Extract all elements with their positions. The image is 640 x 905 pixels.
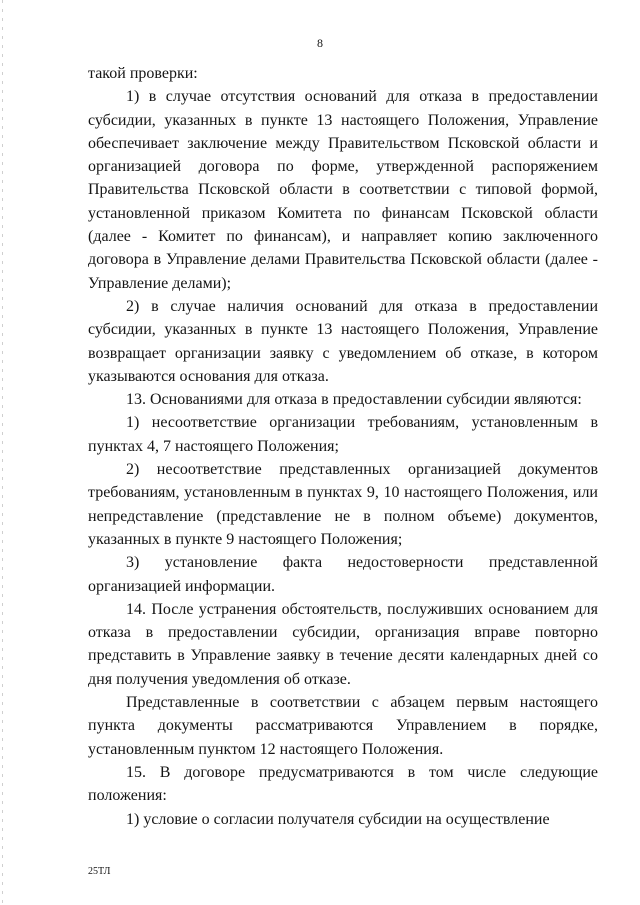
paragraph-14-second: Представленные в соответствии с абзацем первым настоящего пункта документы рассматриваются Управлением в порядке, установленным пунктом 12 настоящего Положения. (88, 694, 598, 758)
paragraph-13-item-3: 3) установление факта недостоверности представленной организацией информации. (88, 554, 598, 595)
paragraph-section-15: 15. В договоре предусматриваются в том числе следующие положения: (88, 763, 598, 805)
paragraph-13-item-2: 2) несоответствие представленных организацией документов требованиям, установленным в пунктах 9, 10 настоящего Положения, или непредставление (представление не в полном объеме) документов, указанных в пункте 9 настоящего Положения; (88, 461, 598, 548)
document-body (88, 62, 598, 831)
page-number: 8 (317, 36, 323, 50)
paragraph-continuation: такой проверки: (88, 65, 198, 82)
paragraph-13-item-1: 1) несоответствие организации требованиям, установленным в пунктах 4, 7 настоящего Положения; (88, 414, 598, 455)
paragraph-item-2: 2) в случае наличия оснований для отказа в предоставлении субсидии, указанных в пункте 13 настоящего Положения, Управление возвращает организации заявку с уведомлением об отказе, в котором указываются основания для отказа. (88, 297, 598, 385)
paragraph-15-item-1: 1) условие о согласии получателя субсидии на осуществление (126, 810, 550, 828)
paragraph-item-1: 1) в случае отсутствия оснований для отказа в предоставлении субсидии, указанных в пункте 13 настоящего Положения, Управление обеспечивает заключение между Правительством Псковской области и организацией договора по форме, утвержденной распоряжением Правительства Псковской области в соответствии с типовой формой, установленной приказом Комитета по финансам Псковской области (далее - Комитет по финансам), и направляет копию заключенного договора в Управление делами Правительства Псковской области (далее - Управление делами); (88, 88, 598, 292)
scan-edge-artifact (2, 0, 3, 905)
paragraph-section-14: 14. После устранения обстоятельств, послуживших основанием для отказа в предоставлении субсидии, организация вправе повторно представить в Управление заявку в течение десяти календарных дней со дня получения уведомления об отказе. (88, 600, 598, 688)
paragraph-section-13: 13. Основаниями для отказа в предоставлении субсидии являются: (126, 391, 582, 409)
footer-code: 25ТЛ (88, 866, 111, 877)
